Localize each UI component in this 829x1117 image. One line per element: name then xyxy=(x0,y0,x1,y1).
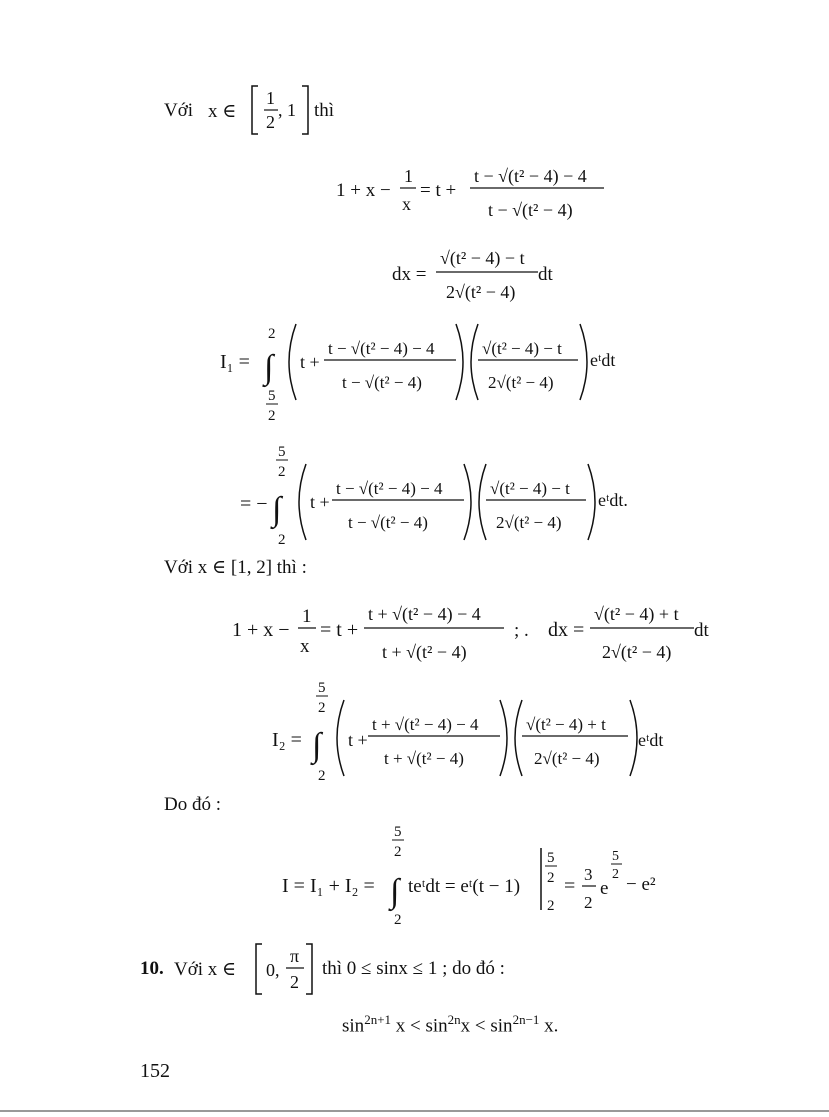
eq-dx1-den: 2√(t² − 4) xyxy=(446,282,516,302)
eq-I-exp-num: 5 xyxy=(612,849,619,864)
case1-right: , 1 xyxy=(278,100,296,120)
eq-I1-tail: eᵗdt xyxy=(590,350,616,370)
eq-I1-upper: 2 xyxy=(268,326,276,342)
eq1-lhs-den: x xyxy=(402,194,411,214)
eq-I-coef-num: 3 xyxy=(584,865,593,884)
problem10-pi-num: π xyxy=(290,946,300,966)
eq-I1-lower-num: 5 xyxy=(268,388,276,404)
eq-I-tail: − e² xyxy=(626,874,656,895)
eq1-rhs-num: t − √(t² − 4) − 4 xyxy=(474,166,587,186)
problem10-number: 10. xyxy=(140,958,164,979)
eq-I-eval-lower: 2 xyxy=(547,898,555,914)
do-do-line: Do đó : xyxy=(164,794,221,815)
eq-I2-frac1-den: t + √(t² − 4) xyxy=(384,749,464,768)
eq-I1b-frac1-den: t − √(t² − 4) xyxy=(348,513,428,532)
problem10-pi-den: 2 xyxy=(290,972,299,992)
eq2-lhs: 1 + x − xyxy=(232,619,290,641)
eq-I1b-lower: 2 xyxy=(278,532,286,548)
eq-dx1-num: √(t² − 4) − t xyxy=(440,248,525,268)
eq-sin-b-exp: 2n xyxy=(447,1012,461,1027)
eq-I-lower: 2 xyxy=(394,912,402,928)
bottom-rule xyxy=(0,1110,829,1112)
case1-then: thì xyxy=(314,100,335,121)
eq-I-eval-upper-den: 2 xyxy=(547,870,555,886)
problem10-intro: Với x ∈ xyxy=(174,959,237,980)
problem10-interval-start: 0, xyxy=(266,960,280,980)
eq-sin-b: x < sin xyxy=(395,1015,448,1037)
eq-I-eval-upper-num: 5 xyxy=(547,850,555,866)
eq-dx1 xyxy=(392,234,592,314)
eq2-dx-num: √(t² − 4) + t xyxy=(594,604,679,624)
eq-I1 xyxy=(220,316,640,426)
eq-I1-lower-den: 2 xyxy=(268,408,276,424)
eq-I-coef-den: 2 xyxy=(584,893,593,912)
case1-left-num: 1 xyxy=(266,88,275,108)
eq-I-exp-den: 2 xyxy=(612,867,619,882)
case2-line: Với x ∈ [1, 2] thì : xyxy=(164,557,307,578)
eq-I-integral: ∫ xyxy=(390,873,400,910)
eq-I2-frac1-num: t + √(t² − 4) − 4 xyxy=(372,715,479,734)
eq-I2-lower: 2 xyxy=(318,768,326,784)
eq-sin-d: x. xyxy=(544,1015,559,1037)
eq1-rhs-den: t − √(t² − 4) xyxy=(488,200,573,220)
eq-I2 xyxy=(272,676,712,786)
eq-I2-frac2-den: 2√(t² − 4) xyxy=(534,749,600,768)
eq2-sep: ; . xyxy=(514,620,529,641)
eq-I-upper-den: 2 xyxy=(394,844,402,860)
eq2-rhs-num: t + √(t² − 4) − 4 xyxy=(368,604,481,624)
eq-I2-lhs: I₂ = xyxy=(272,729,302,751)
eq-I1-frac1-den: t − √(t² − 4) xyxy=(342,373,422,392)
eq-I1-lhs: I₁ = xyxy=(220,351,250,373)
page-number: 152 xyxy=(140,1060,170,1082)
eq-I-integrand: teᵗdt = eᵗ(t − 1) xyxy=(408,876,521,897)
eq1-lhs-num: 1 xyxy=(404,166,413,186)
eq-I1b xyxy=(240,440,680,550)
eq-I2-frac2-num: √(t² − 4) + t xyxy=(526,715,606,734)
eq1 xyxy=(336,158,636,228)
eq-I1b-frac2-num: √(t² − 4) − t xyxy=(490,479,570,498)
eq-I1b-frac2-den: 2√(t² − 4) xyxy=(496,513,562,532)
case1-x-in: x ∈ xyxy=(208,101,237,122)
eq2-dx-lhs: dx = xyxy=(548,619,585,641)
eq-I2-lead: t + xyxy=(348,730,368,750)
eq2-dx-den: 2√(t² − 4) xyxy=(602,642,672,662)
eq2-eq-t: = t + xyxy=(320,619,359,641)
eq1-lhs: 1 + x − xyxy=(336,180,391,201)
eq-I1-frac1-num: t − √(t² − 4) − 4 xyxy=(328,339,435,358)
eq-I2-tail: eᵗdt xyxy=(638,730,664,750)
eq2-dx-tail: dt xyxy=(694,620,709,641)
eq-I1b-lhs: = − xyxy=(240,493,268,515)
eq-dx1-tail: dt xyxy=(538,264,553,285)
eq-I1-frac2-num: √(t² − 4) − t xyxy=(482,339,562,358)
problem10-then: thì 0 ≤ sinx ≤ 1 ; do đó : xyxy=(322,958,505,979)
case1-line xyxy=(164,88,364,152)
eq-I1-lead: t + xyxy=(300,352,320,372)
eq-sin-c: x < sin xyxy=(460,1015,513,1037)
eq-I1-frac2-den: 2√(t² − 4) xyxy=(488,373,554,392)
problem10-line xyxy=(140,940,620,1000)
eq-dx1-lhs: dx = xyxy=(392,264,427,285)
case1-intro: Với xyxy=(164,100,194,121)
eq-I1b-upper-num: 5 xyxy=(278,444,286,460)
eq-sin-c-exp: 2n−1 xyxy=(512,1012,540,1027)
case1-interval xyxy=(250,82,320,142)
eq-I1b-integral: ∫ xyxy=(272,491,282,528)
eq-sin xyxy=(342,1012,558,1037)
eq2-rhs-den: t + √(t² − 4) xyxy=(382,642,467,662)
eq-sin-a: sin xyxy=(342,1015,365,1037)
eq-I1b-tail: eᵗdt. xyxy=(598,490,628,510)
eq-I xyxy=(282,820,702,930)
problem10-interval xyxy=(252,940,322,1000)
eq2 xyxy=(232,592,732,672)
eq-I-upper-num: 5 xyxy=(394,824,402,840)
case1-left-den: 2 xyxy=(266,112,275,132)
eq-I-e: e xyxy=(600,878,609,899)
eq-I1b-lead: t + xyxy=(310,492,330,512)
eq2-lhs-den: x xyxy=(300,636,310,657)
eq-I-lhs: I = I₁ + I₂ = xyxy=(282,875,375,897)
eq-I-eq: = xyxy=(564,875,576,897)
eq-I2-upper-num: 5 xyxy=(318,680,326,696)
eq1-eq-t: = t + xyxy=(420,180,457,201)
eq-I1b-frac1-num: t − √(t² − 4) − 4 xyxy=(336,479,443,498)
eq-sin-a-exp: 2n+1 xyxy=(364,1012,392,1027)
eq-I1-integral: ∫ xyxy=(264,349,274,386)
eq2-lhs-num: 1 xyxy=(302,606,312,627)
eq-I2-upper-den: 2 xyxy=(318,700,326,716)
eq-I2-integral: ∫ xyxy=(312,727,322,764)
eq-I1b-upper-den: 2 xyxy=(278,464,286,480)
